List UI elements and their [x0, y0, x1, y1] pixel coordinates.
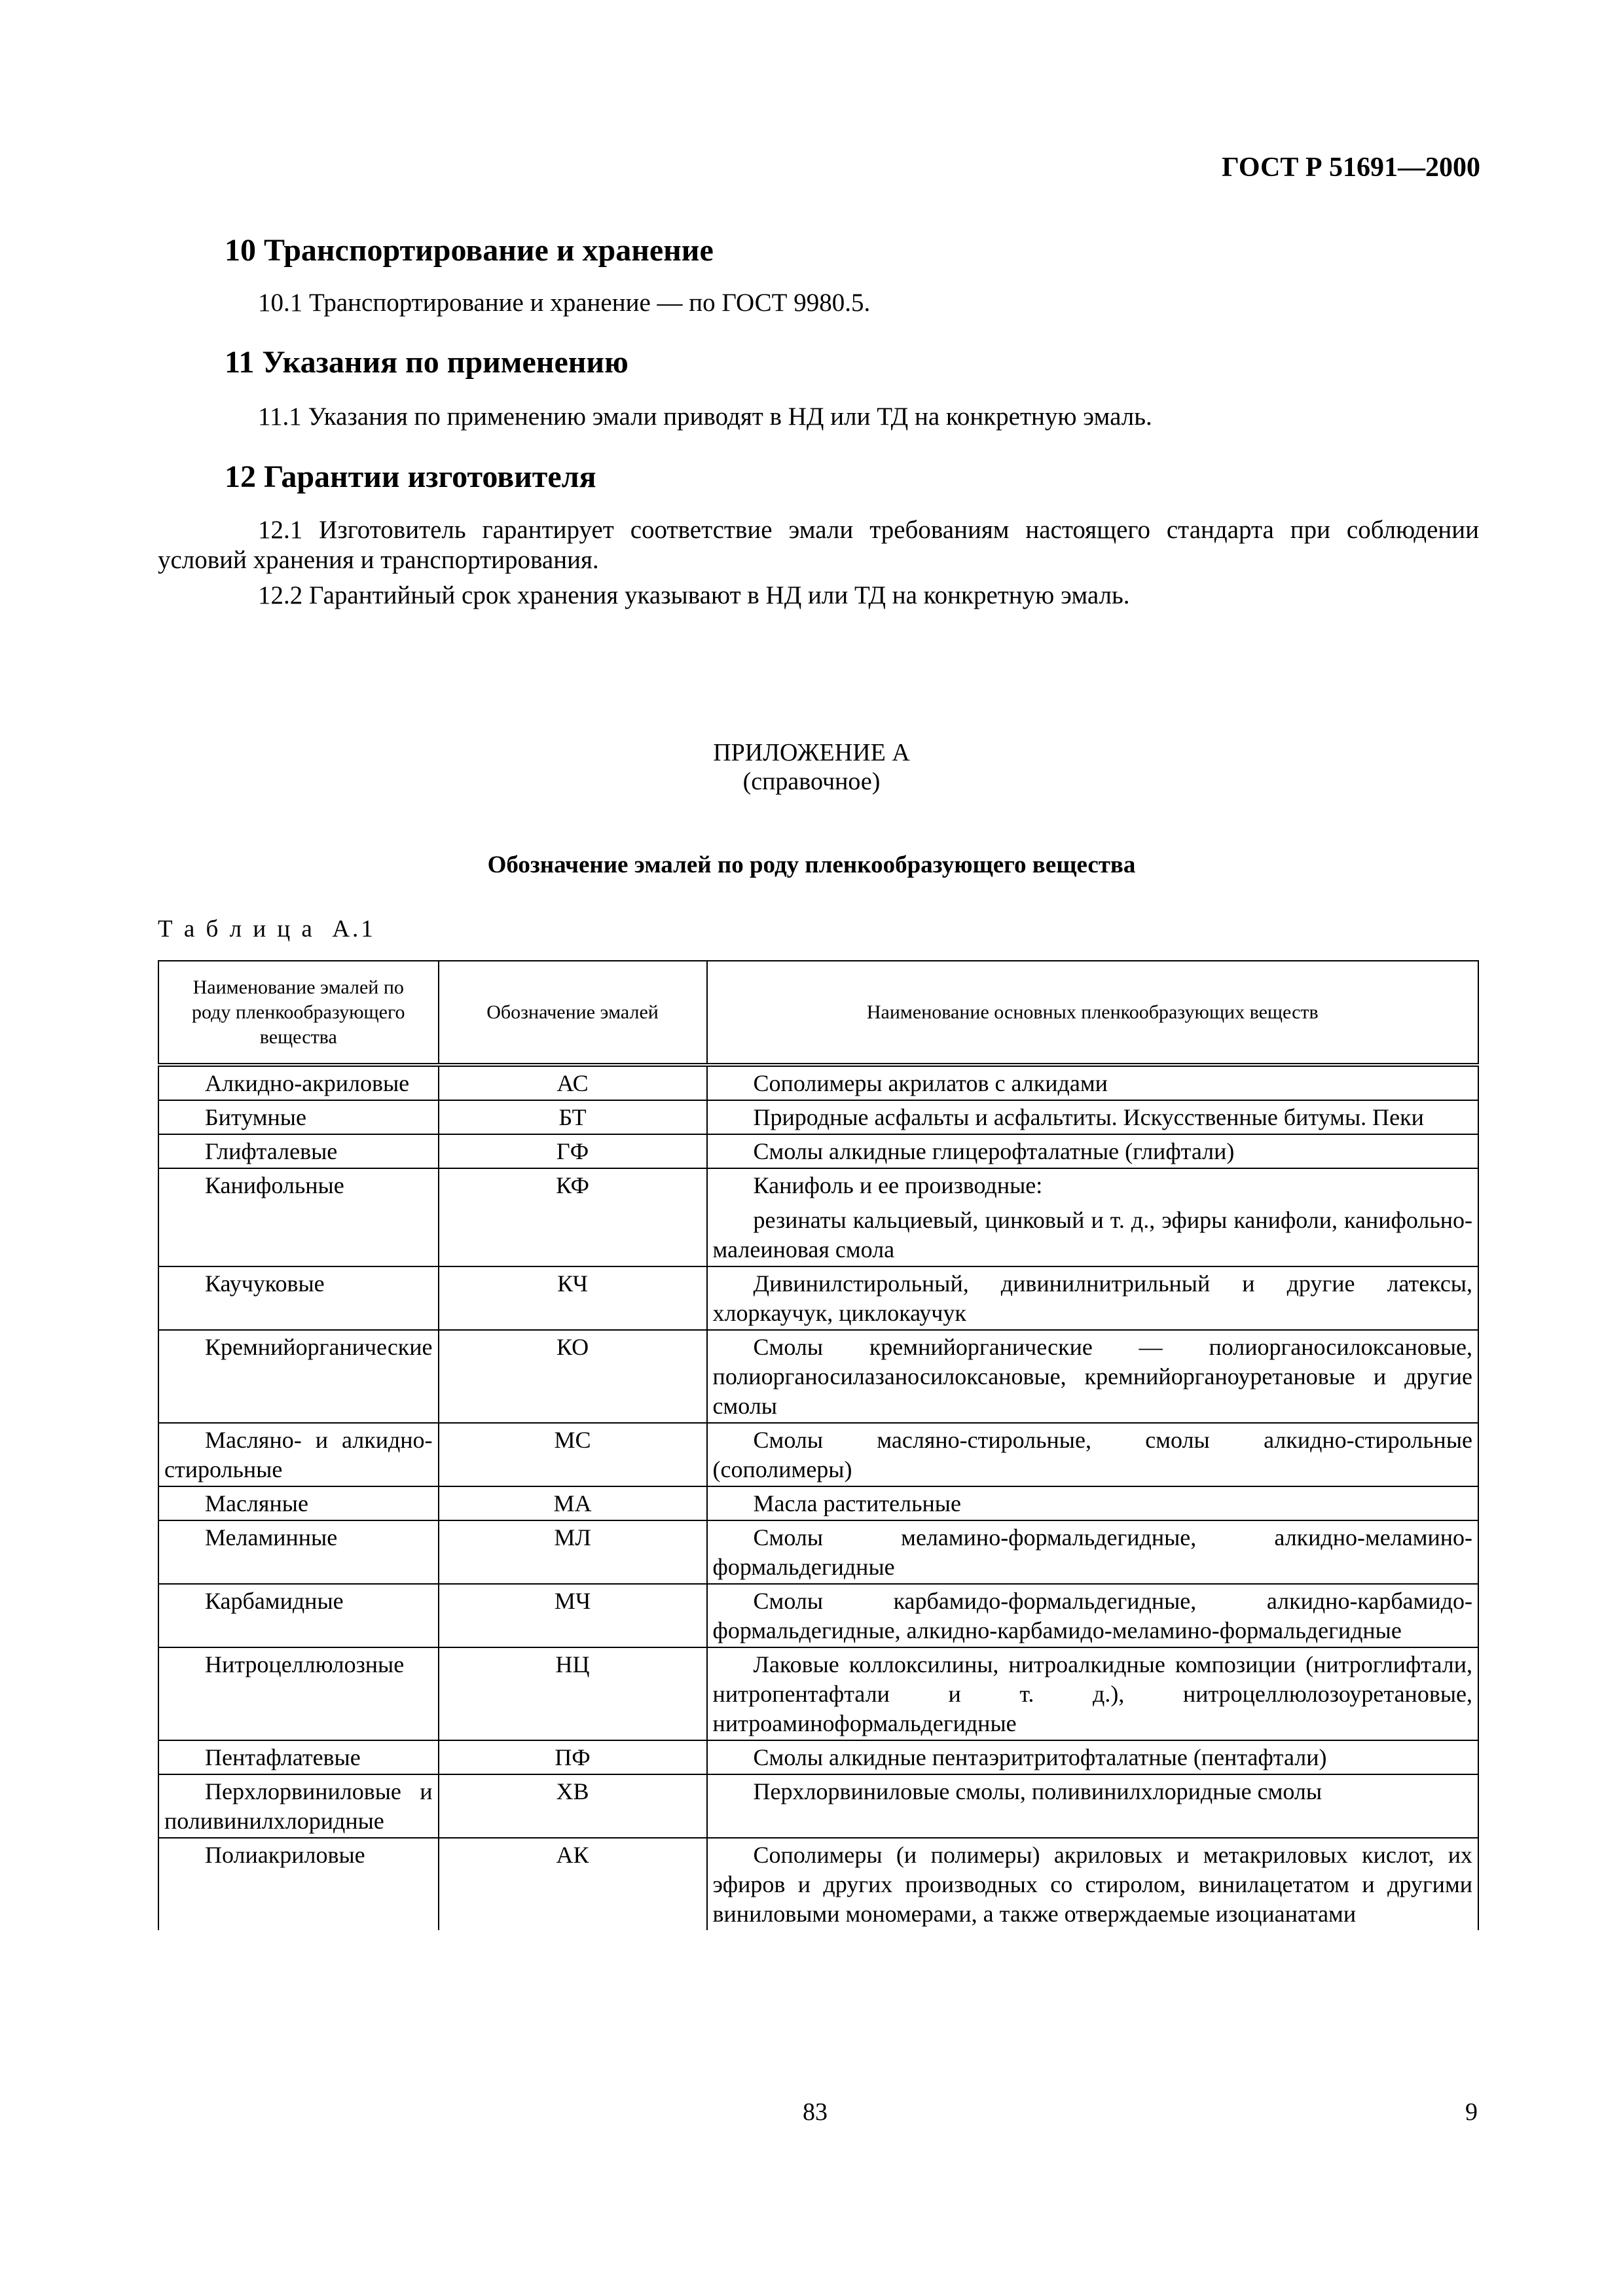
film-substances-text: Сополимеры (и полимеры) акриловых и метакриловых кислот, их эфиров и других производных со стиролом, винилацетатом и другими виниловыми мономерами, а также отверждаемые изоцианатами: [712, 1842, 1472, 1927]
enamel-code: БТ: [439, 1100, 707, 1134]
table-row: [158, 1774, 1478, 1838]
enamel-code: МА: [439, 1486, 707, 1520]
appendix-subtitle: (справочное): [742, 768, 881, 795]
header-enamel-code: Обозначение эмалей: [439, 961, 707, 1065]
film-substances-text: Канифоль и ее производные:: [753, 1172, 1043, 1198]
section-heading-12: 12 Гарантии изготовителя: [225, 459, 596, 494]
table-row: [158, 1423, 1478, 1486]
paragraph-11-1: 11.1 Указания по применению эмали приводят в НД или ТД на конкретную эмаль.: [258, 403, 1152, 431]
enamel-designation-table: [158, 960, 1479, 1930]
enamel-name: Карбамидные: [158, 1584, 439, 1647]
film-substances-text: Лаковые коллоксилины, нитроалкидные композиции (нитроглифтали, нитропентафтали и т. д.), нитроцеллюлозоуретановые, нитроаминоформальдегидные: [712, 1651, 1472, 1736]
film-substances: [707, 1584, 1478, 1647]
table-row: [158, 1647, 1478, 1740]
enamel-name: Битумные: [158, 1100, 439, 1134]
paragraph-12-1: 12.1 Изготовитель гарантирует соответствие эмали требованиям настоящего стандарта при соблюдении условий хранения и транспортирования.: [158, 516, 1479, 574]
film-substances: [707, 1740, 1478, 1774]
film-substances: [707, 1423, 1478, 1486]
enamel-name: Масляно- и алкидно-стирольные: [158, 1423, 439, 1486]
film-substances-text: Смолы алкидные глицерофталатные (глифтали): [753, 1138, 1235, 1164]
enamel-code: КФ: [439, 1168, 707, 1266]
enamel-name: Масляные: [158, 1486, 439, 1520]
appendix-title: ПРИЛОЖЕНИЕ А: [713, 739, 910, 766]
film-substances-text: Смолы меламино-формальдегидные, алкидно-меламино-формальдегидные: [712, 1524, 1472, 1580]
enamel-name: Алкидно-акриловые: [158, 1065, 439, 1100]
film-substances: [707, 1520, 1478, 1584]
table-row: [158, 1486, 1478, 1520]
enamel-name: Полиакриловые: [158, 1838, 439, 1930]
table-row: [158, 1134, 1478, 1168]
paragraph-10-1: 10.1 Транспортирование и хранение — по ГОСТ 9980.5.: [258, 289, 871, 317]
table-label: Т а б л и ц а А.1: [158, 916, 376, 942]
enamel-name: Кремнийорганические: [158, 1330, 439, 1423]
film-substances: [707, 1065, 1478, 1100]
film-substances-text: Смолы алкидные пентаэритритофталатные (пентафтали): [753, 1744, 1327, 1770]
enamel-code: НЦ: [439, 1647, 707, 1740]
enamel-code: МЧ: [439, 1584, 707, 1647]
header-film-substances: Наименование основных пленкообразующих веществ: [707, 961, 1478, 1065]
film-substances-text: Перхлорвиниловые смолы, поливинилхлоридные смолы: [753, 1778, 1322, 1804]
film-substances: [707, 1266, 1478, 1330]
enamel-code: МС: [439, 1423, 707, 1486]
table-row: [158, 1740, 1478, 1774]
film-substances: [707, 1330, 1478, 1423]
enamel-name: Пентафлатевые: [158, 1740, 439, 1774]
film-substances-text: Смолы кремнийорганические — полиорганосилоксановые, полиорганосилазаносилоксановые, кремнийорганоуретановые и другие смолы: [712, 1334, 1472, 1419]
paragraph-12-2: 12.2 Гарантийный срок хранения указывают в НД или ТД на конкретную эмаль.: [258, 581, 1130, 609]
film-substances-text: Смолы карбамидо-формальдегидные, алкидно-карбамидо-формальдегидные, алкидно-карбамидо-меламино-формальдегидные: [712, 1588, 1472, 1643]
table-row: [158, 1266, 1478, 1330]
film-substances-text: Дивинилстирольный, дивинилнитрильный и другие латексы, хлоркаучук, циклокаучук: [712, 1270, 1472, 1326]
enamel-code: АС: [439, 1065, 707, 1100]
enamel-code: ПФ: [439, 1740, 707, 1774]
enamel-name: Глифталевые: [158, 1134, 439, 1168]
enamel-name: Меламинные: [158, 1520, 439, 1584]
table-header-row: [158, 961, 1478, 1065]
header-enamel-name: Наименование эмалей по роду пленкообразующего вещества: [158, 961, 439, 1065]
enamel-name: Канифольные: [158, 1168, 439, 1266]
appendix-heading: Обозначение эмалей по роду пленкообразующего вещества: [487, 852, 1136, 878]
film-substances-text: Сополимеры акрилатов с алкидами: [753, 1070, 1108, 1096]
page-number-right: 9: [1465, 2098, 1478, 2126]
film-substances-text: Смолы масляно-стирольные, смолы алкидно-стирольные (сополимеры): [712, 1427, 1472, 1482]
enamel-name: Нитроцеллюлозные: [158, 1647, 439, 1740]
film-substances: [707, 1647, 1478, 1740]
table-row: [158, 1065, 1478, 1100]
enamel-code: МЛ: [439, 1520, 707, 1584]
enamel-name: Каучуковые: [158, 1266, 439, 1330]
film-substances: [707, 1774, 1478, 1838]
film-substances: [707, 1134, 1478, 1168]
page-number-center: 83: [803, 2098, 828, 2126]
table-row: [158, 1330, 1478, 1423]
film-substances-text: Масла растительные: [753, 1490, 961, 1516]
enamel-code: АК: [439, 1838, 707, 1930]
enamel-code: КО: [439, 1330, 707, 1423]
enamel-code: ГФ: [439, 1134, 707, 1168]
enamel-name: Перхлорвиниловые и поливинилхлоридные: [158, 1774, 439, 1838]
enamel-code: ХВ: [439, 1774, 707, 1838]
section-heading-11: 11 Указания по применению: [225, 345, 629, 380]
film-substances: [707, 1100, 1478, 1134]
document-code: ГОСТ Р 51691—2000: [1222, 152, 1480, 183]
table-row: [158, 1168, 1478, 1266]
film-substances: [707, 1168, 1478, 1266]
table-row: [158, 1838, 1478, 1930]
table-row: [158, 1584, 1478, 1647]
film-substances: [707, 1838, 1478, 1930]
film-substances-text: Природные асфальты и асфальтиты. Искусственные битумы. Пеки: [753, 1104, 1424, 1130]
film-substances: [707, 1486, 1478, 1520]
enamel-code: КЧ: [439, 1266, 707, 1330]
film-substances-text: резинаты кальциевый, цинковый и т. д., эфиры канифоли, канифольно-малеиновая смола: [712, 1207, 1472, 1263]
table-row: [158, 1100, 1478, 1134]
table-row: [158, 1520, 1478, 1584]
section-heading-10: 10 Транспортирование и хранение: [225, 233, 714, 268]
